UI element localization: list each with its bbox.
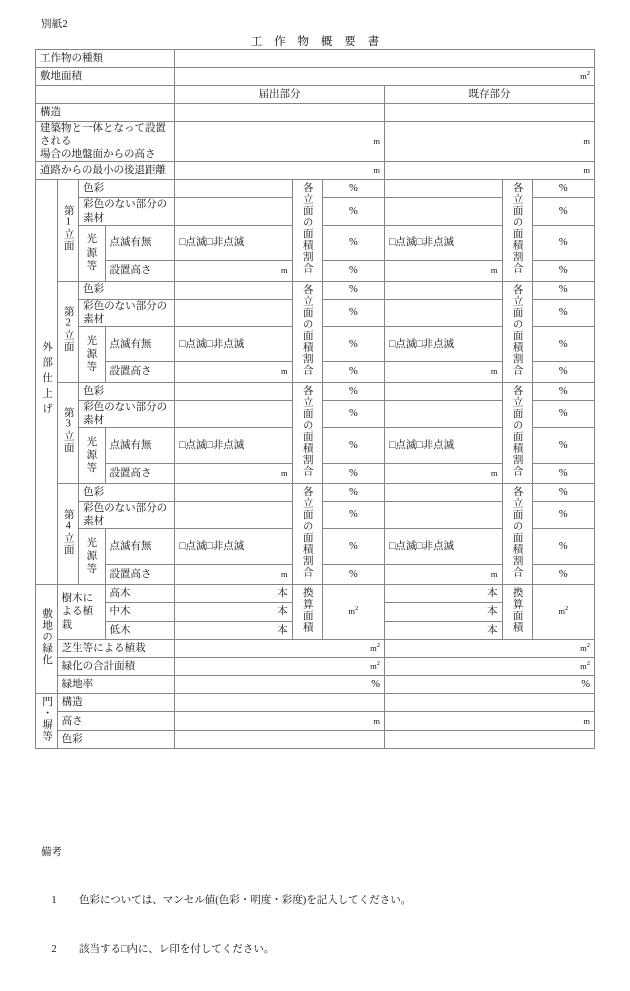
value-elev4-height-ratio-notified[interactable]	[322, 564, 384, 584]
value-elev4-ratio-existing[interactable]	[532, 483, 594, 501]
unit-percent: %	[581, 678, 590, 690]
label-area-ratio-text: 各立面の面積割合	[301, 485, 313, 578]
unit-meter: m	[583, 715, 590, 726]
value-elev4-blink-ratio-notified[interactable]	[322, 529, 384, 565]
value-converted-area-existing[interactable]	[532, 584, 594, 639]
label-elev4-lighting	[79, 529, 105, 585]
label-height-from-ground	[36, 122, 175, 162]
label-tree-planting: 樹木による植栽	[57, 584, 105, 639]
label-elev3-install-height: 設置高さ	[105, 463, 175, 483]
value-elev1-blink-ratio-notified[interactable]	[322, 225, 384, 261]
unit-percent: %	[558, 338, 568, 350]
unit-meter: m	[583, 165, 590, 176]
checkbox-group-blink[interactable]: □点滅□非点滅	[179, 439, 245, 451]
value-elev1-blink-notified[interactable]	[175, 225, 293, 261]
value-elev4-install-height-existing[interactable]	[385, 564, 503, 584]
value-elev1-color-notified[interactable]	[175, 180, 293, 198]
label-elev1-color: 色彩	[79, 180, 175, 198]
label-elev1-material: 彩色のない部分の素材	[79, 198, 175, 225]
unit-percent: %	[558, 439, 568, 451]
label-gate-height: 高さ	[57, 712, 175, 730]
label-lawn-planting: 芝生等による植栽	[57, 640, 175, 658]
value-lawn-notified[interactable]	[175, 640, 385, 658]
value-gate-height-existing[interactable]	[385, 712, 595, 730]
label-elevation-2-text: 第2立面	[62, 306, 74, 353]
label-elev3-area-ratio-notified	[292, 382, 322, 483]
unit-square-meter: $m^2$	[580, 70, 590, 81]
unit-percent: %	[558, 540, 568, 552]
label-gate-fence-group-text: 門・塀等	[41, 696, 53, 742]
unit-percent: %	[558, 265, 568, 277]
table-row-elev4-color	[36, 483, 595, 501]
unit-percent: %	[348, 237, 358, 249]
label-area-ratio-text: 各立面の面積割合	[511, 384, 523, 477]
header-notified-part: 届出部分	[175, 86, 385, 104]
unit-tree-count: 本	[277, 588, 288, 599]
unit-meter: m	[490, 467, 498, 478]
value-tree-low-existing[interactable]	[385, 621, 503, 639]
value-elev4-material-ratio-notified[interactable]	[322, 501, 384, 528]
value-elev1-height-ratio-existing[interactable]	[532, 261, 594, 281]
unit-percent: %	[558, 366, 568, 378]
value-elev2-install-height-notified[interactable]	[175, 362, 293, 382]
value-elev2-height-ratio-existing[interactable]	[532, 362, 594, 382]
label-area-ratio-text: 各立面の面積割合	[511, 283, 523, 376]
unit-square-meter: $m^2$	[558, 605, 569, 617]
value-elev2-blink-notified[interactable]	[175, 326, 293, 362]
unit-square-meter: $m^2$	[370, 660, 380, 671]
unit-meter: m	[281, 366, 288, 377]
label-elevation-3-text: 第3立面	[62, 407, 74, 454]
label-elevation-4	[57, 483, 79, 584]
label-elev3-lighting	[79, 427, 105, 483]
unit-square-meter: $m^2$	[580, 642, 590, 653]
label-area-ratio-text: 各立面の面積割合	[511, 485, 523, 578]
checkbox-group-blink[interactable]: □点滅□非点滅	[179, 540, 245, 552]
value-elev2-ratio-existing[interactable]	[532, 281, 594, 299]
value-elev2-material-existing[interactable]	[385, 299, 503, 326]
checkbox-group-blink[interactable]: □点滅□非点滅	[179, 338, 245, 350]
value-elev4-material-notified[interactable]	[175, 501, 293, 528]
value-elev3-install-height-notified[interactable]	[175, 463, 293, 483]
attachment-number: 別紙2	[41, 19, 68, 30]
table-row-gate-height	[36, 712, 595, 730]
label-elev2-material: 彩色のない部分の素材	[79, 299, 175, 326]
label-height-line-1: 建築物と一体となって設置される	[40, 123, 166, 148]
table-row-min-setback	[36, 162, 595, 180]
unit-meter: m	[373, 136, 380, 147]
unit-tree-count: 本	[277, 606, 288, 618]
label-elev2-lighting	[79, 326, 105, 382]
unit-percent: %	[558, 467, 568, 479]
value-setback-notified[interactable]	[175, 162, 385, 180]
value-converted-area-notified[interactable]	[322, 584, 384, 639]
unit-percent: %	[348, 439, 358, 451]
value-green-ratio-existing[interactable]	[385, 676, 595, 694]
value-elev4-blink-existing[interactable]	[385, 529, 503, 565]
unit-meter: m	[490, 568, 498, 579]
value-structure-existing[interactable]	[385, 104, 595, 122]
value-tree-high-notified[interactable]	[175, 584, 293, 602]
unit-percent: %	[348, 265, 358, 277]
value-elev2-height-ratio-notified[interactable]	[322, 362, 384, 382]
label-elev2-blink: 点滅有無	[105, 326, 175, 362]
unit-percent: %	[348, 467, 358, 479]
label-elev2-install-height: 設置高さ	[105, 362, 175, 382]
label-elev3-area-ratio-existing	[502, 382, 532, 483]
value-gate-structure-existing[interactable]	[385, 694, 595, 712]
value-setback-existing[interactable]	[385, 162, 595, 180]
value-elev3-material-ratio-existing[interactable]	[532, 400, 594, 427]
value-elev1-material-ratio-notified[interactable]	[322, 198, 384, 225]
label-area-ratio-text: 各立面の面積割合	[301, 384, 313, 477]
value-elev4-material-ratio-existing[interactable]	[532, 501, 594, 528]
label-converted-area-existing	[502, 584, 532, 639]
value-elev3-color-notified[interactable]	[175, 382, 293, 400]
unit-square-meter: $m^2$	[348, 605, 359, 617]
value-elev1-blink-ratio-existing[interactable]	[532, 225, 594, 261]
label-elev3-blink: 点滅有無	[105, 427, 175, 463]
value-elev1-blink-existing[interactable]	[385, 225, 503, 261]
label-greening-group	[36, 584, 58, 693]
label-elev3-color: 色彩	[79, 382, 175, 400]
remarks-item-2-text: 該当する□内に、レ印を付してください。	[79, 944, 275, 956]
value-elev3-material-existing[interactable]	[385, 400, 503, 427]
unit-percent: %	[348, 307, 358, 319]
value-gate-color-existing[interactable]	[385, 730, 595, 748]
label-elev3-lighting-text: 光源等	[86, 436, 98, 474]
value-elev2-color-notified[interactable]	[175, 281, 293, 299]
value-green-ratio-notified[interactable]	[175, 676, 385, 694]
value-structure-type[interactable]	[175, 50, 595, 68]
value-lawn-existing[interactable]	[385, 640, 595, 658]
value-elev1-material-existing[interactable]	[385, 198, 503, 225]
label-elev1-area-ratio-existing	[502, 180, 532, 281]
remarks-item-1-number: 1	[51, 895, 57, 907]
unit-percent: %	[348, 509, 358, 521]
unit-meter: m	[583, 136, 590, 147]
label-elevation-3	[57, 382, 79, 483]
label-gate-structure: 構造	[57, 694, 175, 712]
table-row-part-headers	[36, 86, 595, 104]
value-elev3-ratio-notified[interactable]	[322, 382, 384, 400]
checkbox-group-blink[interactable]: □点滅□非点滅	[179, 237, 245, 249]
unit-tree-count: 本	[277, 624, 288, 636]
value-gate-structure-notified[interactable]	[175, 694, 385, 712]
table-row-elev1-color	[36, 180, 595, 198]
value-elev3-install-height-existing[interactable]	[385, 463, 503, 483]
label-elev4-color: 色彩	[79, 483, 175, 501]
unit-square-meter: $m^2$	[370, 642, 380, 653]
unit-meter: m	[373, 715, 380, 726]
label-elev2-area-ratio-existing	[502, 281, 532, 382]
label-total-green-area: 緑化の合計面積	[57, 658, 175, 676]
value-elev4-height-ratio-existing[interactable]	[532, 564, 594, 584]
value-elev4-blink-notified[interactable]	[175, 529, 293, 565]
value-elev4-material-existing[interactable]	[385, 501, 503, 528]
label-area-ratio-text: 各立面の面積割合	[511, 182, 523, 275]
label-site-area: 敷地面積	[36, 68, 175, 86]
value-elev1-ratio-existing[interactable]	[532, 180, 594, 198]
remarks-title: 備考	[41, 846, 62, 858]
label-exterior-finish-text: 外部仕上げ	[41, 341, 53, 419]
value-elev3-material-ratio-notified[interactable]	[322, 400, 384, 427]
label-elev4-area-ratio-existing	[502, 483, 532, 584]
unit-percent: %	[348, 338, 358, 350]
value-elev4-blink-ratio-existing[interactable]	[532, 529, 594, 565]
label-greening-group-text: 敷地の緑化	[41, 608, 53, 666]
label-tree-medium: 中木	[105, 603, 175, 621]
value-tree-medium-notified[interactable]	[175, 603, 293, 621]
unit-percent: %	[558, 205, 568, 217]
value-height-existing[interactable]	[385, 122, 595, 162]
value-elev3-blink-ratio-existing[interactable]	[532, 427, 594, 463]
unit-tree-count: 本	[487, 624, 498, 636]
label-tree-low: 低木	[105, 621, 175, 639]
unit-meter: m	[490, 366, 498, 377]
table-row-total-green-area	[36, 658, 595, 676]
value-tree-low-notified[interactable]	[175, 621, 293, 639]
unit-percent: %	[558, 408, 568, 420]
unit-percent: %	[371, 678, 380, 690]
remarks-item-1-text: 色彩については、マンセル値(色彩・明度・彩度)を記入してください。	[79, 895, 412, 907]
checkbox-group-blink[interactable]: □点滅□非点滅	[389, 237, 455, 249]
label-elev2-color: 色彩	[79, 281, 175, 299]
unit-percent: %	[558, 568, 568, 580]
unit-percent: %	[348, 568, 358, 580]
value-elev2-material-ratio-existing[interactable]	[532, 299, 594, 326]
value-elev2-blink-ratio-existing[interactable]	[532, 326, 594, 362]
value-elev2-ratio-notified[interactable]	[322, 281, 384, 299]
value-elev2-material-ratio-notified[interactable]	[322, 299, 384, 326]
unit-tree-count: 本	[487, 606, 498, 618]
value-elev3-blink-existing[interactable]	[385, 427, 503, 463]
label-elev1-lighting-text: 光源等	[86, 234, 98, 272]
value-elev4-install-height-notified[interactable]	[175, 564, 293, 584]
unit-meter: m	[281, 467, 288, 478]
label-elev1-blink: 点滅有無	[105, 225, 175, 261]
unit-meter: m	[281, 265, 288, 276]
table-row-height-from-ground	[36, 122, 595, 162]
label-gate-color: 色彩	[57, 730, 175, 748]
checkbox-group-blink[interactable]: □点滅□非点滅	[389, 540, 455, 552]
label-elevation-1-text: 第1立面	[62, 205, 74, 252]
label-tree-high: 高木	[105, 584, 175, 602]
value-elev3-material-notified[interactable]	[175, 400, 293, 427]
value-elev2-blink-ratio-notified[interactable]	[322, 326, 384, 362]
unit-percent: %	[558, 183, 568, 195]
value-site-area[interactable]	[175, 68, 595, 86]
label-structure-type: 工作物の種類	[36, 50, 175, 68]
value-elev2-color-existing[interactable]	[385, 281, 503, 299]
value-elev4-color-notified[interactable]	[175, 483, 293, 501]
label-elev4-material: 彩色のない部分の素材	[79, 501, 175, 528]
table-row-structure	[36, 104, 595, 122]
value-elev2-material-notified[interactable]	[175, 299, 293, 326]
label-min-setback: 道路からの最小の後退距離	[36, 162, 175, 180]
value-elev2-blink-existing[interactable]	[385, 326, 503, 362]
label-area-ratio-text: 各立面の面積割合	[301, 283, 313, 376]
unit-percent: %	[558, 284, 568, 296]
remarks-section	[41, 812, 411, 991]
unit-meter: m	[281, 568, 288, 579]
value-elev4-color-existing[interactable]	[385, 483, 503, 501]
value-elev2-install-height-existing[interactable]	[385, 362, 503, 382]
value-elev4-ratio-notified[interactable]	[322, 483, 384, 501]
value-elev3-color-existing[interactable]	[385, 382, 503, 400]
label-elevation-1	[57, 180, 79, 281]
unit-percent: %	[348, 486, 358, 498]
unit-percent: %	[558, 385, 568, 397]
value-elev1-material-notified[interactable]	[175, 198, 293, 225]
table-row-gate-structure	[36, 694, 595, 712]
value-elev3-ratio-existing[interactable]	[532, 382, 594, 400]
unit-meter: m	[490, 265, 498, 276]
unit-square-meter: $m^2$	[580, 660, 590, 671]
remarks-item-2-number: 2	[51, 944, 57, 956]
structure-summary-table	[35, 49, 595, 749]
label-elev1-lighting	[79, 225, 105, 281]
table-row-lawn-planting	[36, 640, 595, 658]
value-elev1-material-ratio-existing[interactable]	[532, 198, 594, 225]
value-gate-height-notified[interactable]	[175, 712, 385, 730]
label-gate-fence-group	[36, 694, 58, 749]
label-elev1-area-ratio-notified	[292, 180, 322, 281]
value-tree-medium-existing[interactable]	[385, 603, 503, 621]
table-row-structure-type	[36, 50, 595, 68]
value-total-green-notified[interactable]	[175, 658, 385, 676]
value-gate-color-notified[interactable]	[175, 730, 385, 748]
value-elev3-height-ratio-notified[interactable]	[322, 463, 384, 483]
value-elev1-color-existing[interactable]	[385, 180, 503, 198]
label-converted-area-text: 換算面積	[511, 586, 523, 633]
page-title: 工 作 物 概 要 書	[250, 36, 384, 48]
unit-percent: %	[558, 237, 568, 249]
unit-percent: %	[348, 540, 358, 552]
label-converted-area-text: 換算面積	[301, 586, 313, 633]
table-row-elev3-color	[36, 382, 595, 400]
label-elev3-material: 彩色のない部分の素材	[79, 400, 175, 427]
unit-percent: %	[558, 509, 568, 521]
remarks-item-1	[41, 893, 411, 909]
unit-meter: m	[373, 165, 380, 176]
label-elev2-lighting-text: 光源等	[86, 335, 98, 373]
unit-percent: %	[348, 385, 358, 397]
label-elev4-lighting-text: 光源等	[86, 537, 98, 575]
table-row-tree-high	[36, 584, 595, 602]
value-tree-high-existing[interactable]	[385, 584, 503, 602]
unit-percent: %	[348, 284, 358, 296]
label-elev4-install-height: 設置高さ	[105, 564, 175, 584]
value-elev1-height-ratio-notified[interactable]	[322, 261, 384, 281]
label-elev1-install-height: 設置高さ	[105, 261, 175, 281]
remarks-item-2	[41, 942, 411, 958]
label-elevation-4-text: 第4立面	[62, 508, 74, 555]
value-elev1-ratio-notified[interactable]	[322, 180, 384, 198]
value-structure-notified[interactable]	[175, 104, 385, 122]
value-elev1-install-height-notified[interactable]	[175, 261, 293, 281]
value-height-notified[interactable]	[175, 122, 385, 162]
label-area-ratio-text: 各立面の面積割合	[301, 182, 313, 275]
label-green-ratio: 緑地率	[57, 676, 175, 694]
value-total-green-existing[interactable]	[385, 658, 595, 676]
label-elev2-area-ratio-notified	[292, 281, 322, 382]
value-elev3-height-ratio-existing[interactable]	[532, 463, 594, 483]
value-elev3-blink-notified[interactable]	[175, 427, 293, 463]
table-row-site-area	[36, 68, 595, 86]
label-height-line-2: 場合の地盤面からの高さ	[40, 149, 156, 161]
table-row-gate-color	[36, 730, 595, 748]
value-elev3-blink-ratio-notified[interactable]	[322, 427, 384, 463]
label-elevation-2	[57, 281, 79, 382]
table-row-green-ratio	[36, 676, 595, 694]
unit-percent: %	[348, 408, 358, 420]
unit-percent: %	[558, 307, 568, 319]
label-converted-area-notified	[292, 584, 322, 639]
header-existing-part: 既存部分	[385, 86, 595, 104]
checkbox-group-blink[interactable]: □点滅□非点滅	[389, 338, 455, 350]
label-elev4-area-ratio-notified	[292, 483, 322, 584]
unit-percent: %	[348, 205, 358, 217]
value-elev1-install-height-existing[interactable]	[385, 261, 503, 281]
label-structure: 構造	[36, 104, 175, 122]
unit-percent: %	[348, 183, 358, 195]
label-elev4-blink: 点滅有無	[105, 529, 175, 565]
blank-header-cell	[36, 86, 175, 104]
unit-percent: %	[558, 486, 568, 498]
table-row-elev2-color	[36, 281, 595, 299]
checkbox-group-blink[interactable]: □点滅□非点滅	[389, 439, 455, 451]
unit-tree-count: 本	[487, 588, 498, 599]
label-exterior-finish-group	[36, 180, 58, 585]
unit-percent: %	[348, 366, 358, 378]
